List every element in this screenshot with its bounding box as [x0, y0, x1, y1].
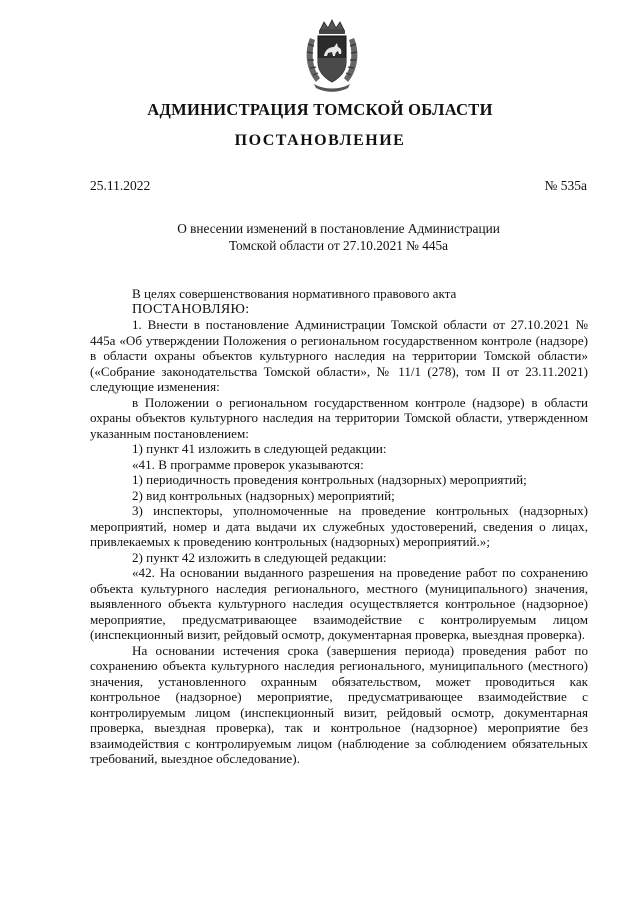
- organization-title: АДМИНИСТРАЦИЯ ТОМСКОЙ ОБЛАСТИ: [147, 100, 493, 119]
- point-41-item-1: 1) периодичность проведения контрольных (надзорных) мероприятий;: [132, 472, 527, 487]
- document-subject: [90, 220, 587, 254]
- intro-paragraph: В целях совершенствования нормативного правового акта: [132, 286, 457, 301]
- point-41-item-2: 2) вид контрольных (надзорных) мероприятий;: [132, 487, 395, 503]
- subject-line-1: О внесении изменений в постановление Администрации: [177, 221, 500, 236]
- document-number: № 535а: [544, 178, 587, 193]
- point-42-paragraph: «42. На основании выданного разрешения на проведение работ по сохранению объекта культурного наследия регионального, местного (муниципального) значения, выявленного объекта культурного наследия осуществляется контрольное (надзорное) мероприятие, предусматривающее взаимодействие с контролируемым лицом (инспекционный визит, рейдовый осмотр, документарная проверка, выездная проверка).: [90, 565, 588, 642]
- decree-word: ПОСТАНОВЛЯЮ:: [132, 301, 250, 317]
- subitem-41-paragraph: 1) пункт 41 изложить в следующей редакции:: [132, 441, 387, 456]
- document-body: [90, 286, 588, 767]
- point-41-item-3: 3) инспекторы, уполномоченные на проведение контрольных (надзорных) мероприятий, номер и дата выдачи их служебных удостоверений, сведения о лицах, привлекаемых к проведению контрольных (надзорных) мероприятий.»;: [90, 503, 588, 549]
- regulation-paragraph: в Положении о региональном государственном контроле (надзоре) в области охраны объектов культурного наследия на территории Томской области, утвержденном указанным постановлением:: [90, 394, 588, 441]
- subitem-42-paragraph: 2) пункт 42 изложить в следующей редакции:: [132, 549, 387, 565]
- subject-line-2: Томской области от 27.10.2021 № 445а: [228, 238, 449, 253]
- point-42-second-paragraph: На основании истечения срока (завершения периода) проведения работ по сохранению объекта культурного наследия регионального, муниципального (местного) значения, установленного охранным обязательством, может проводиться как контрольное (надзорное) мероприятие, предусматривающее взаимодействие с контролируемым лицом (инспекционный визит, рейдовый осмотр, документарная проверка, выездная проверка), так и контрольное (надзорное) мероприятие без взаимодействия с контролируемым лицом (наблюдение за соблюдением обязательных требований, выездное обследование).: [90, 642, 588, 766]
- coat-of-arms-icon: [300, 18, 364, 92]
- point-41-paragraph: «41. В программе проверок указываются:: [132, 456, 364, 472]
- document-date: 25.11.2022: [90, 178, 151, 193]
- item-1-paragraph: 1. Внести в постановление Администрации Томской области от 27.10.2021 № 445а «Об утверждении Положения о региональном государственном контроле (надзоре) в области охраны объектов культурного наследия на территории Томской области» («Собрание законодательства Томской области», № 11/1 (278), том II от 23.11.2021) следующие изменения:: [90, 317, 588, 394]
- document-type-heading: ПОСТАНОВЛЕНИЕ: [234, 132, 406, 149]
